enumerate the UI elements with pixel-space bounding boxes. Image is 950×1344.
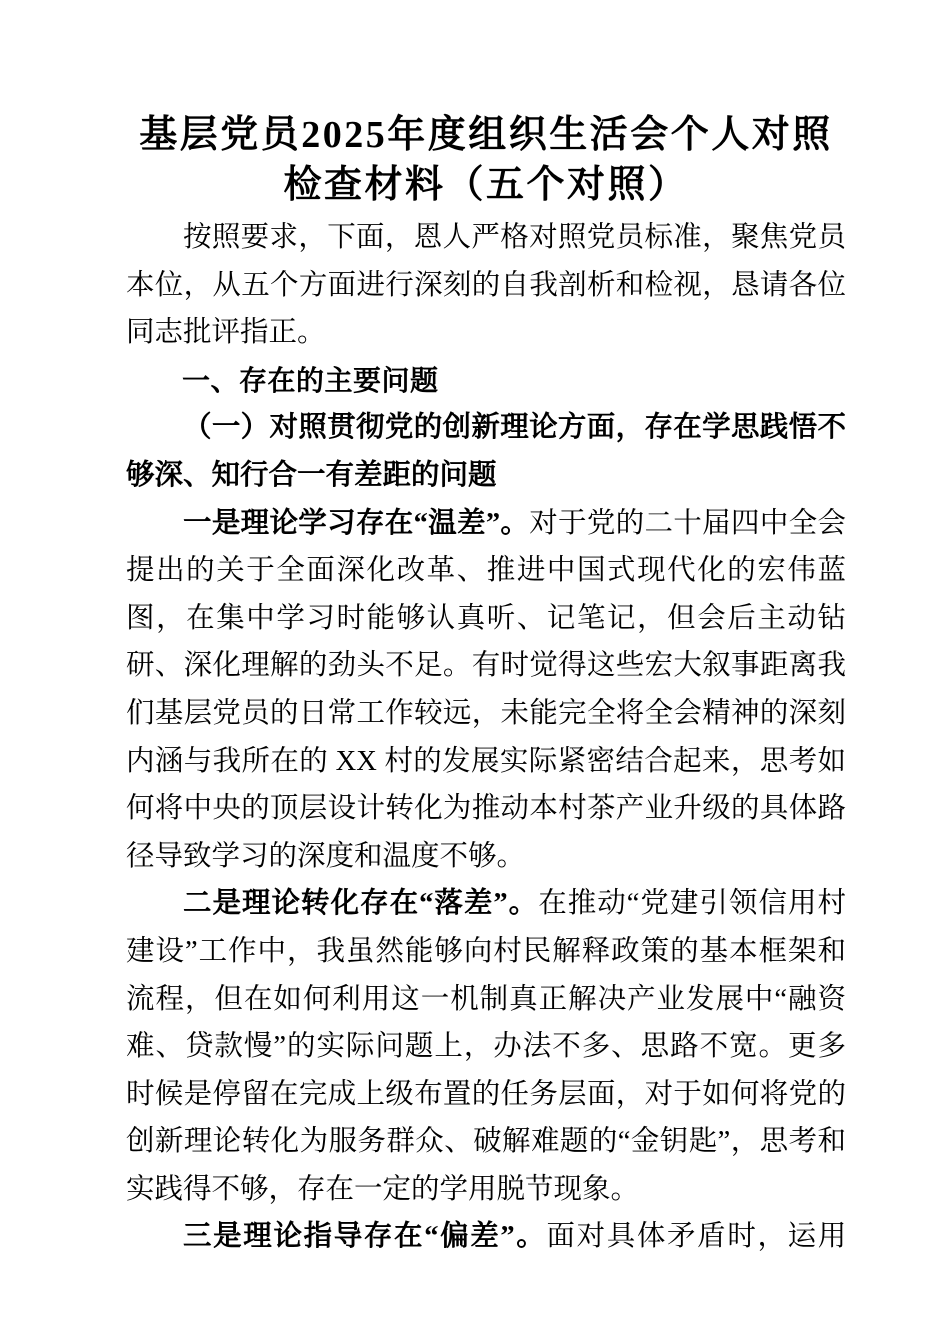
point-3-body: 面对具体矛盾时，运用: [546, 1221, 846, 1253]
document-title: 基层党员2025年度组织生活会个人对照检查材料（五个对照）: [139, 114, 833, 206]
point-paragraph-3: [126, 1213, 846, 1261]
point-1-body: 对于党的二十届四中全会提出的关于全面深化改革、推进中国式现代化的宏伟蓝图，在集中学习时能够认真听、记笔记，但会后主动钻研、深化理解的劲头不足。有时觉得这些宏大叙事距离我们基层党员的日常工作较远，未能完全将全会精神的深刻内涵与我所在的 XX 村的发展实际紧密结合起来，思考如何将中央的顶层设计转化为推动本村茶产业升级的具体路径导致学习的深度和温度不够。: [126, 507, 846, 872]
intro-paragraph: 按照要求，下面，恩人严格对照党员标准，聚焦党员本位，从五个方面进行深刻的自我剖析和检视，恳请各位同志批评指正。: [126, 222, 846, 349]
point-2-lead: 二是理论转化存在“落差”。: [183, 888, 539, 920]
point-2-body: 在推动“党建引领信用村建设”工作中，我虽然能够向村民解释政策的基本框架和流程，但在如何利用这一机制真正解决产业发展中“融资难、贷款慢”的实际问题上，办法不多、思路不宽。更多时候是停留在完成上级布置的任务层面，对于如何将党的创新理论转化为服务群众、破解难题的“金钥匙”，思考和实践得不够，存在一定的学用脱节现象。: [126, 888, 846, 1205]
point-3-lead: 三是理论指导存在“偏差”。: [183, 1221, 547, 1253]
point-paragraph-2: [126, 880, 846, 1213]
point-1-lead: 一是理论学习存在“温差”。: [183, 507, 530, 539]
point-paragraph-1: [126, 500, 846, 881]
section-heading-main-problems: 一、存在的主要问题: [182, 364, 439, 396]
subsection-heading-theory-comparison: （一）对照贯彻党的创新理论方面，存在学思践悟不够深、知行合一有差距的问题: [126, 412, 846, 491]
